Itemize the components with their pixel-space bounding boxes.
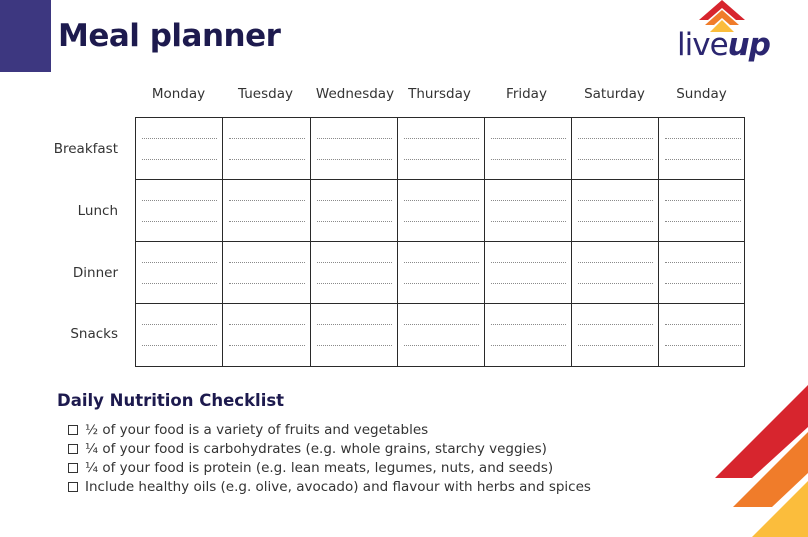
dotted-writing-line bbox=[578, 159, 653, 160]
meal-cell-dinner-tuesday[interactable] bbox=[223, 242, 311, 303]
dotted-writing-line bbox=[229, 159, 305, 160]
dotted-writing-line bbox=[229, 200, 305, 201]
meal-label-breakfast: Breakfast bbox=[53, 141, 118, 157]
dotted-writing-line bbox=[491, 159, 566, 160]
meal-cell-dinner-thursday[interactable] bbox=[398, 242, 485, 303]
dotted-writing-line bbox=[491, 283, 566, 284]
dotted-writing-line bbox=[317, 159, 392, 160]
meal-cell-lunch-thursday[interactable] bbox=[398, 180, 485, 241]
dotted-writing-line bbox=[665, 138, 741, 139]
dotted-writing-line bbox=[229, 221, 305, 222]
day-header-wednesday: Wednesday bbox=[315, 86, 395, 102]
decorative-stripes bbox=[700, 370, 808, 537]
dotted-writing-line bbox=[491, 345, 566, 346]
checklist-item[interactable] bbox=[68, 477, 591, 496]
dotted-writing-line bbox=[317, 221, 392, 222]
checklist-item-label: ¼ of your food is carbohydrates (e.g. whole grains, starchy veggies) bbox=[85, 440, 547, 457]
dotted-writing-line bbox=[404, 138, 479, 139]
meal-cell-snacks-friday[interactable] bbox=[485, 304, 572, 366]
grid-row-lunch bbox=[136, 180, 744, 242]
dotted-writing-line bbox=[142, 159, 217, 160]
grid-row-breakfast bbox=[136, 118, 744, 180]
meal-cell-dinner-saturday[interactable] bbox=[572, 242, 659, 303]
meal-cell-snacks-tuesday[interactable] bbox=[223, 304, 311, 366]
dotted-writing-line bbox=[142, 138, 217, 139]
dotted-writing-line bbox=[142, 221, 217, 222]
page-title: Meal planner bbox=[58, 18, 281, 54]
checklist-item[interactable] bbox=[68, 420, 591, 439]
meal-cell-snacks-sunday[interactable] bbox=[659, 304, 746, 366]
dotted-writing-line bbox=[317, 262, 392, 263]
checklist-item[interactable] bbox=[68, 458, 591, 477]
dotted-writing-line bbox=[229, 262, 305, 263]
meal-cell-lunch-wednesday[interactable] bbox=[311, 180, 398, 241]
checklist-item[interactable] bbox=[68, 439, 591, 458]
dotted-writing-line bbox=[665, 283, 741, 284]
meal-cell-lunch-sunday[interactable] bbox=[659, 180, 746, 241]
day-header-saturday: Saturday bbox=[584, 86, 645, 102]
meal-planner-grid bbox=[135, 117, 745, 367]
checklist-item-label: ¼ of your food is protein (e.g. lean meats, legumes, nuts, and seeds) bbox=[85, 459, 554, 476]
dotted-writing-line bbox=[317, 324, 392, 325]
logo-live-text: live bbox=[677, 27, 728, 63]
dotted-writing-line bbox=[229, 324, 305, 325]
meal-cell-lunch-friday[interactable] bbox=[485, 180, 572, 241]
meal-cell-dinner-sunday[interactable] bbox=[659, 242, 746, 303]
dotted-writing-line bbox=[665, 262, 741, 263]
dotted-writing-line bbox=[229, 138, 305, 139]
dotted-writing-line bbox=[578, 262, 653, 263]
liveup-logo bbox=[672, 0, 782, 68]
checkbox-icon[interactable] bbox=[68, 482, 78, 492]
checklist-title: Daily Nutrition Checklist bbox=[57, 391, 285, 410]
day-header-sunday: Sunday bbox=[676, 86, 727, 102]
dotted-writing-line bbox=[665, 200, 741, 201]
dotted-writing-line bbox=[404, 159, 479, 160]
meal-cell-breakfast-monday[interactable] bbox=[136, 118, 223, 179]
nutrition-checklist bbox=[68, 420, 591, 496]
dotted-writing-line bbox=[317, 345, 392, 346]
dotted-writing-line bbox=[491, 262, 566, 263]
dotted-writing-line bbox=[578, 138, 653, 139]
meal-cell-snacks-thursday[interactable] bbox=[398, 304, 485, 366]
meal-cell-breakfast-wednesday[interactable] bbox=[311, 118, 398, 179]
dotted-writing-line bbox=[317, 200, 392, 201]
dotted-writing-line bbox=[142, 324, 217, 325]
meal-cell-lunch-saturday[interactable] bbox=[572, 180, 659, 241]
meal-cell-breakfast-sunday[interactable] bbox=[659, 118, 746, 179]
meal-cell-dinner-monday[interactable] bbox=[136, 242, 223, 303]
checkbox-icon[interactable] bbox=[68, 444, 78, 454]
dotted-writing-line bbox=[578, 200, 653, 201]
dotted-writing-line bbox=[142, 345, 217, 346]
dotted-writing-line bbox=[404, 221, 479, 222]
logo-wordmark bbox=[677, 25, 770, 65]
dotted-writing-line bbox=[229, 345, 305, 346]
meal-cell-snacks-wednesday[interactable] bbox=[311, 304, 398, 366]
dotted-writing-line bbox=[317, 283, 392, 284]
dotted-writing-line bbox=[491, 324, 566, 325]
dotted-writing-line bbox=[578, 324, 653, 325]
dotted-writing-line bbox=[578, 221, 653, 222]
dotted-writing-line bbox=[665, 221, 741, 222]
dotted-writing-line bbox=[578, 345, 653, 346]
logo-up-text: up bbox=[727, 27, 770, 63]
meal-cell-lunch-monday[interactable] bbox=[136, 180, 223, 241]
day-header-tuesday: Tuesday bbox=[238, 86, 293, 102]
dotted-writing-line bbox=[317, 138, 392, 139]
meal-cell-breakfast-friday[interactable] bbox=[485, 118, 572, 179]
checkbox-icon[interactable] bbox=[68, 463, 78, 473]
dotted-writing-line bbox=[665, 345, 741, 346]
dotted-writing-line bbox=[404, 283, 479, 284]
dotted-writing-line bbox=[404, 200, 479, 201]
meal-cell-dinner-wednesday[interactable] bbox=[311, 242, 398, 303]
meal-cell-snacks-saturday[interactable] bbox=[572, 304, 659, 366]
dotted-writing-line bbox=[404, 345, 479, 346]
meal-label-lunch: Lunch bbox=[77, 203, 118, 219]
meal-label-snacks: Snacks bbox=[70, 326, 118, 342]
dotted-writing-line bbox=[578, 283, 653, 284]
grid-row-dinner bbox=[136, 242, 744, 304]
dotted-writing-line bbox=[142, 262, 217, 263]
meal-cell-lunch-tuesday[interactable] bbox=[223, 180, 311, 241]
day-header-thursday: Thursday bbox=[408, 86, 471, 102]
dotted-writing-line bbox=[404, 324, 479, 325]
dotted-writing-line bbox=[491, 221, 566, 222]
dotted-writing-line bbox=[404, 262, 479, 263]
dotted-writing-line bbox=[142, 200, 217, 201]
dotted-writing-line bbox=[665, 159, 741, 160]
dotted-writing-line bbox=[665, 324, 741, 325]
dotted-writing-line bbox=[491, 200, 566, 201]
checkbox-icon[interactable] bbox=[68, 425, 78, 435]
checklist-item-label: Include healthy oils (e.g. olive, avocado) and flavour with herbs and spices bbox=[85, 478, 591, 495]
day-header-monday: Monday bbox=[151, 86, 206, 102]
grid-row-snacks bbox=[136, 304, 744, 366]
dotted-writing-line bbox=[142, 283, 217, 284]
day-header-row bbox=[135, 86, 746, 108]
dotted-writing-line bbox=[491, 138, 566, 139]
day-header-friday: Friday bbox=[506, 86, 547, 102]
meal-cell-snacks-monday[interactable] bbox=[136, 304, 223, 366]
checklist-item-label: ½ of your food is a variety of fruits and vegetables bbox=[85, 421, 429, 438]
meal-cell-breakfast-thursday[interactable] bbox=[398, 118, 485, 179]
meal-label-dinner: Dinner bbox=[72, 265, 118, 281]
meal-cell-dinner-friday[interactable] bbox=[485, 242, 572, 303]
dotted-writing-line bbox=[229, 283, 305, 284]
corner-accent-block bbox=[0, 0, 51, 72]
meal-cell-breakfast-saturday[interactable] bbox=[572, 118, 659, 179]
meal-cell-breakfast-tuesday[interactable] bbox=[223, 118, 311, 179]
